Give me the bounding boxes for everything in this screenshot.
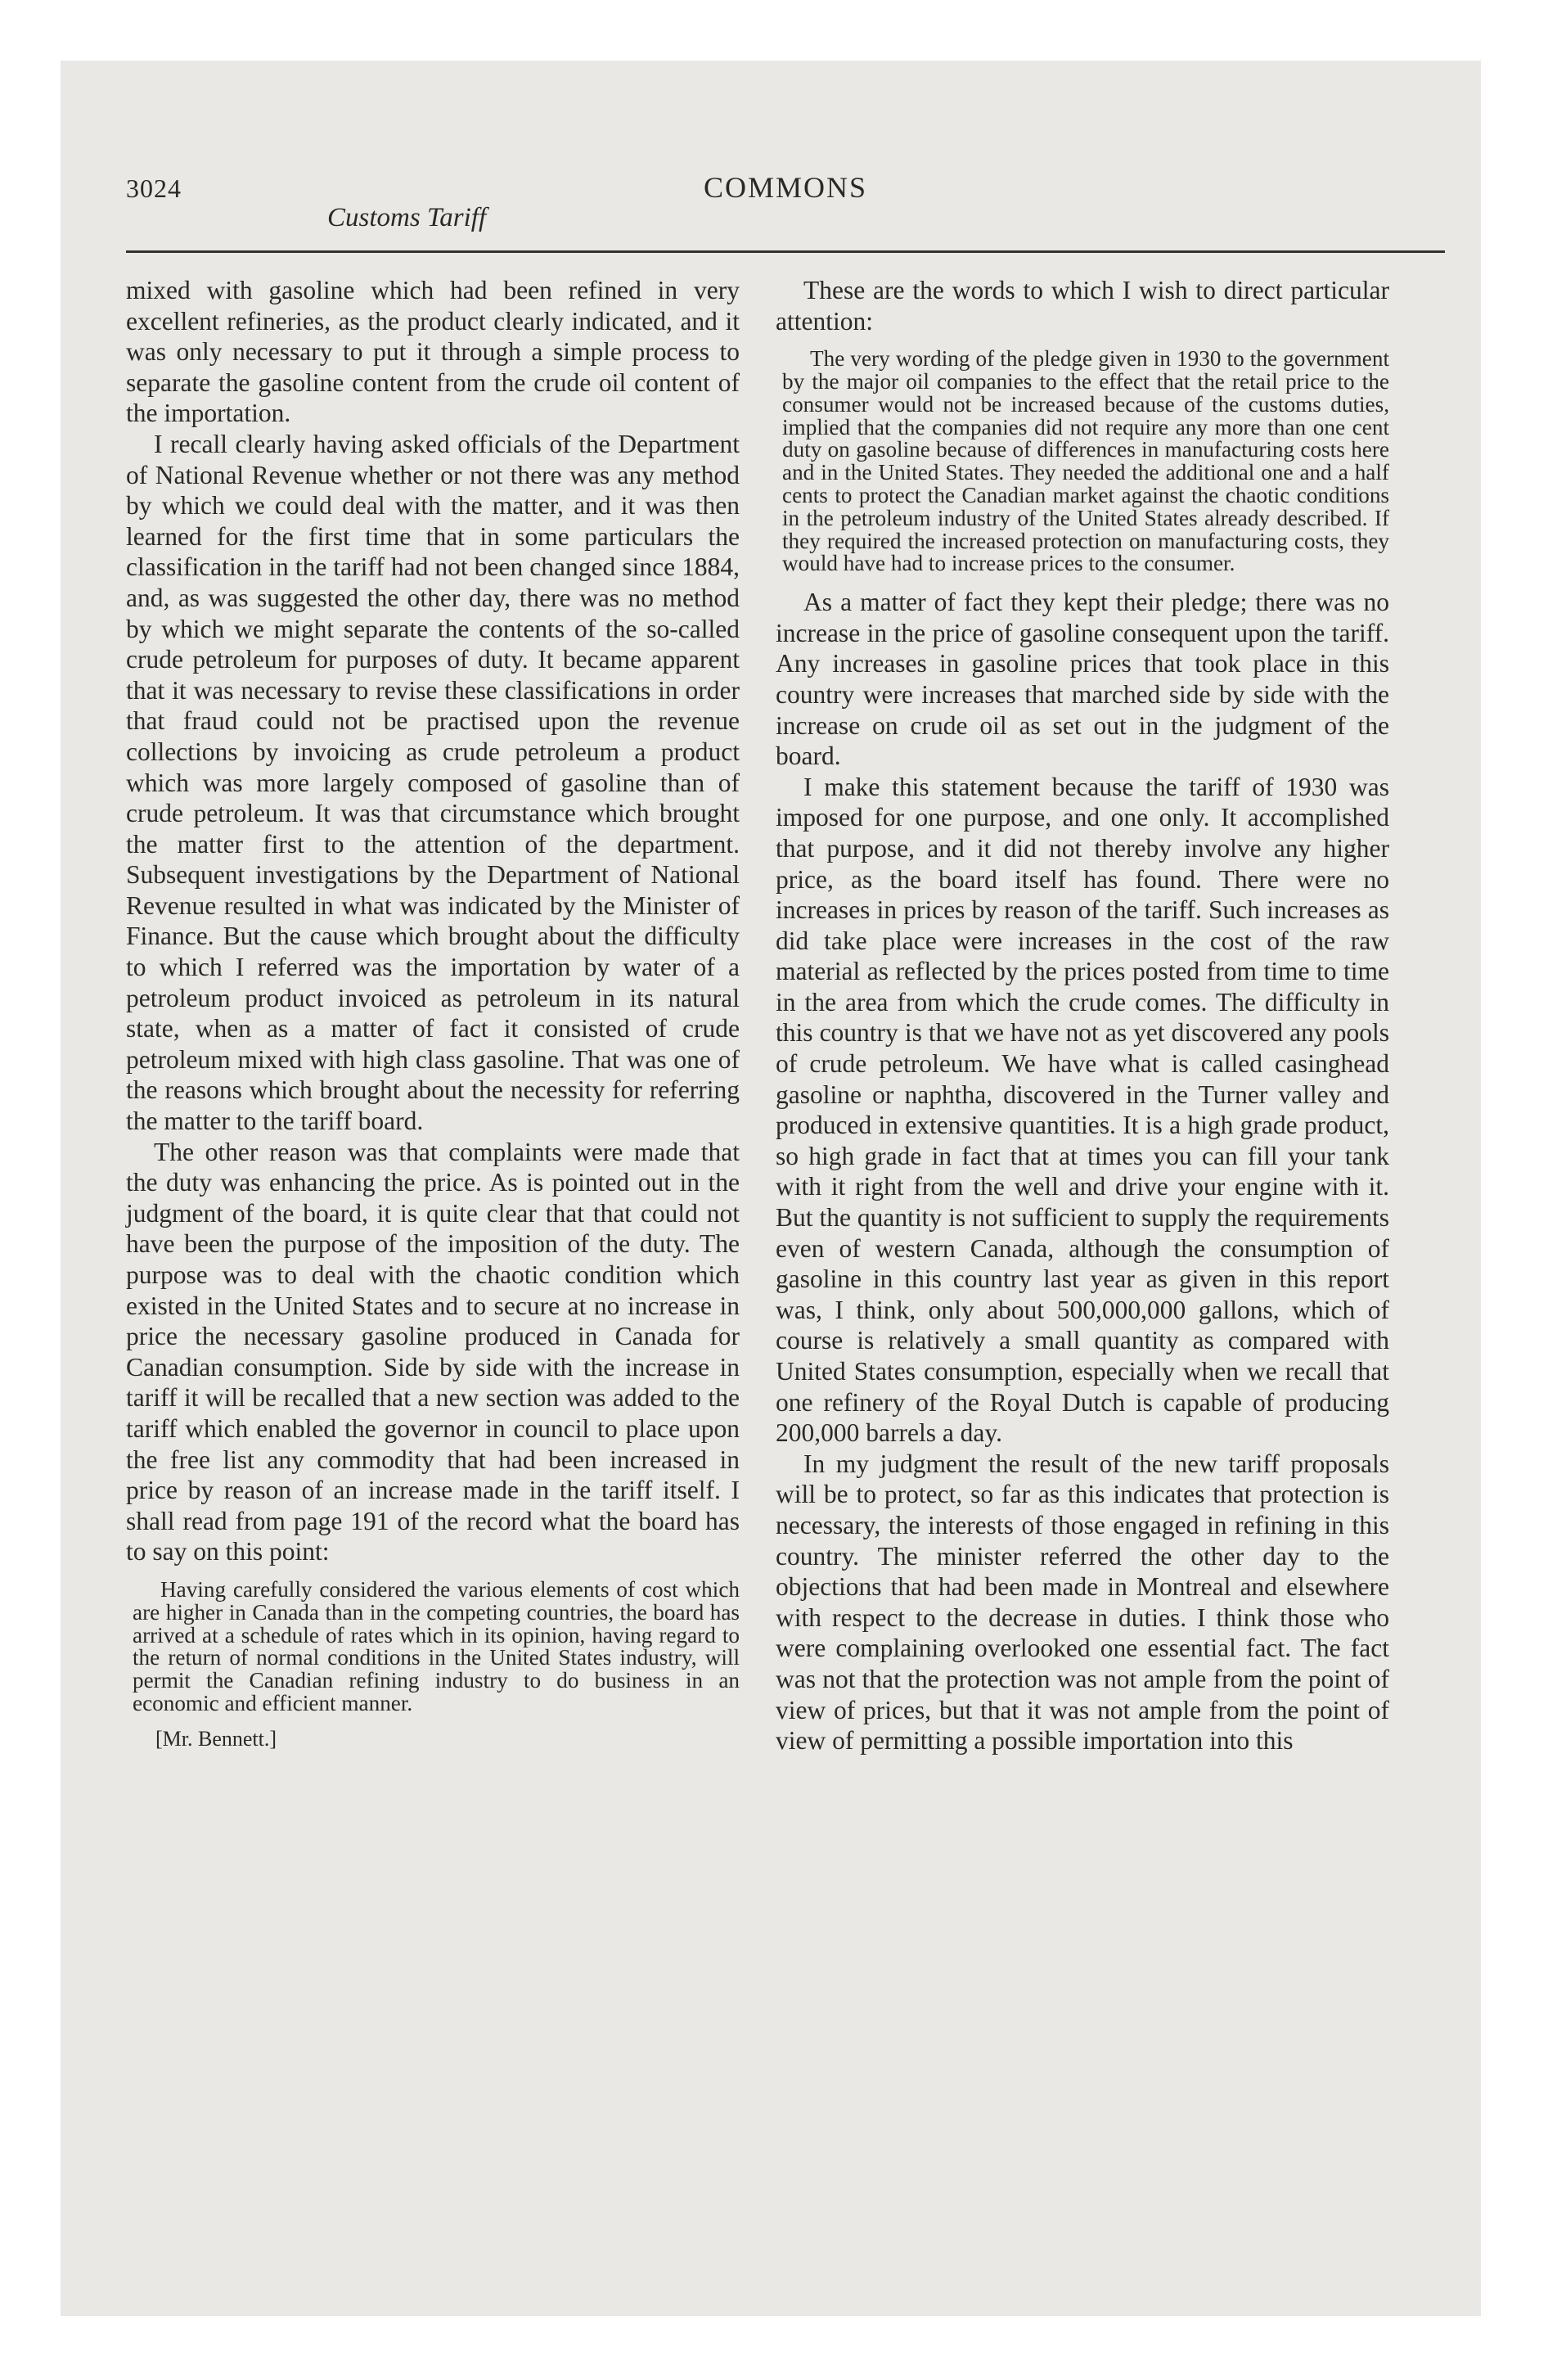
paragraph: In my judgment the result of the new tariff proposals will be to protect, so far as this indicates that protection is necessary, the interests of those engaged in refining in this country. The minister referred the other day to the objections that had been made in Montreal and elsewhere with respect to the decrease in duties. I think those who were complaining overlooked one essential fact. The fact was not that the protection was not ample from the point of view of prices, but that it was not ample from the point of view of permitting a possible importation into this	[776, 1449, 1389, 1756]
paragraph: I make this statement because the tariff of 1930 was imposed for one purpose, and one only. It accomplished that purpose, and it did not thereby involve any higher price, as the board itself has found. There were no increases in prices by reason of the tariff. Such increases as did take place were increases in the cost of the raw material as reflected by the prices posted from time to time in the area from which the crude comes. The difficulty in this country is that we have not as yet discovered any pools of crude petroleum. We have what is called casinghead gasoline or naphtha, discovered in the Turner valley and produced in extensive quantities. It is a high grade product, so high grade in fact that at times you can fill your tank with it right from the well and drive your engine with it. But the quantity is not sufficient to supply the requirements even of western Canada, although the consumption of gasoline in this country last year as given in this report was, I think, only about 500,000,000 gallons, which of course is relatively a small quantity as compared with United States consumption, especially when we recall that one refinery of the Royal Dutch is capable of producing 200,000 barrels a day.	[776, 772, 1389, 1448]
block-quote: Having carefully considered the various elements of cost which are higher in Canada than in the competing countries, the board has arrived at a schedule of rates which in its opinion, having regard to the return of normal conditions in the United States industry, will permit the Canadian refining industry to do business in an economic and efficient manner.	[133, 1576, 740, 1715]
page-header	[126, 115, 1445, 232]
paragraph: I recall clearly having asked officials of the Department of National Revenue whether or not there was any method by which we could deal with the matter, and it was then learned for the first time that in some particulars the classification in the tariff had not been changed since 1884, and, as was suggested the other day, there was no method by which we might separate the contents of the so-called crude petroleum for purposes of duty. It became apparent that it was necessary to revise these classifications in order that fraud could not be practised upon the revenue collections by invoicing as crude petroleum a product which was more largely composed of gasoline than of crude petroleum. It was that circumstance which brought the matter first to the attention of the department. Subsequent investigations by the Department of National Revenue resulted in what was indicated by the Minister of Finance. But the cause which brought about the difficulty to which I referred was the importation by water of a petroleum product invoiced as petroleum in its natural state, when as a matter of fact it consisted of crude petroleum mixed with high class gasoline. That was one of the reasons which brought about the necessity for referring the matter to the tariff board.	[126, 429, 740, 1136]
right-column	[776, 275, 1389, 1756]
paragraph: mixed with gasoline which had been refined in very excellent refineries, as the product clearly indicated, and it was only necessary to put it through a simple process to separate the gasoline content from the crude oil content of the importation.	[126, 276, 740, 428]
paragraph: The other reason was that complaints were made that the duty was enhancing the price. As is pointed out in the judgment of the board, it is quite clear that that could not have been the purpose of the imposition of the duty. The purpose was to deal with the chaotic condition which existed in the United States and to secure at no increase in price the necessary gasoline produced in Canada for Canadian consumption. Side by side with the increase in tariff it will be recalled that a new section was added to the tariff which enabled the governor in council to place upon the free list any commodity that had been increased in price by reason of an increase made in the tariff itself. I shall read from page 191 of the record what the board has to say on this point:	[126, 1137, 740, 1566]
header-title: COMMONS	[703, 171, 868, 204]
header-rule	[126, 250, 1445, 253]
scanned-page	[61, 61, 1481, 2316]
left-column	[126, 275, 740, 1751]
paragraph: These are the words to which I wish to direct particular attention:	[776, 276, 1389, 336]
page-number: 3024	[126, 174, 182, 203]
running-head: Customs Tariff	[327, 203, 487, 232]
paragraph: As a matter of fact they kept their pledge; there was no increase in the price of gasoline consequent upon the tariff. Any increases in gasoline prices that took place in this country were increases that marched side by side with the increase on crude oil as set out in the judgment of the board.	[776, 588, 1389, 771]
speaker-attribution: [Mr. Bennett.]	[155, 1726, 277, 1751]
block-quote: The very wording of the pledge given in 1930 to the government by the major oil companies to the effect that the retail price to the consumer would not be increased because of the customs duties, implied that the companies did not require any more than one cent duty on gasoline because of differences in manufacturing costs here and in the United States. They needed the additional one and a half cents to protect the Canadian market against the chaotic conditions in the petroleum industry of the United States already described. If they required the increased protection on manufacturing costs, they would have had to increase prices to the consumer.	[782, 346, 1389, 576]
